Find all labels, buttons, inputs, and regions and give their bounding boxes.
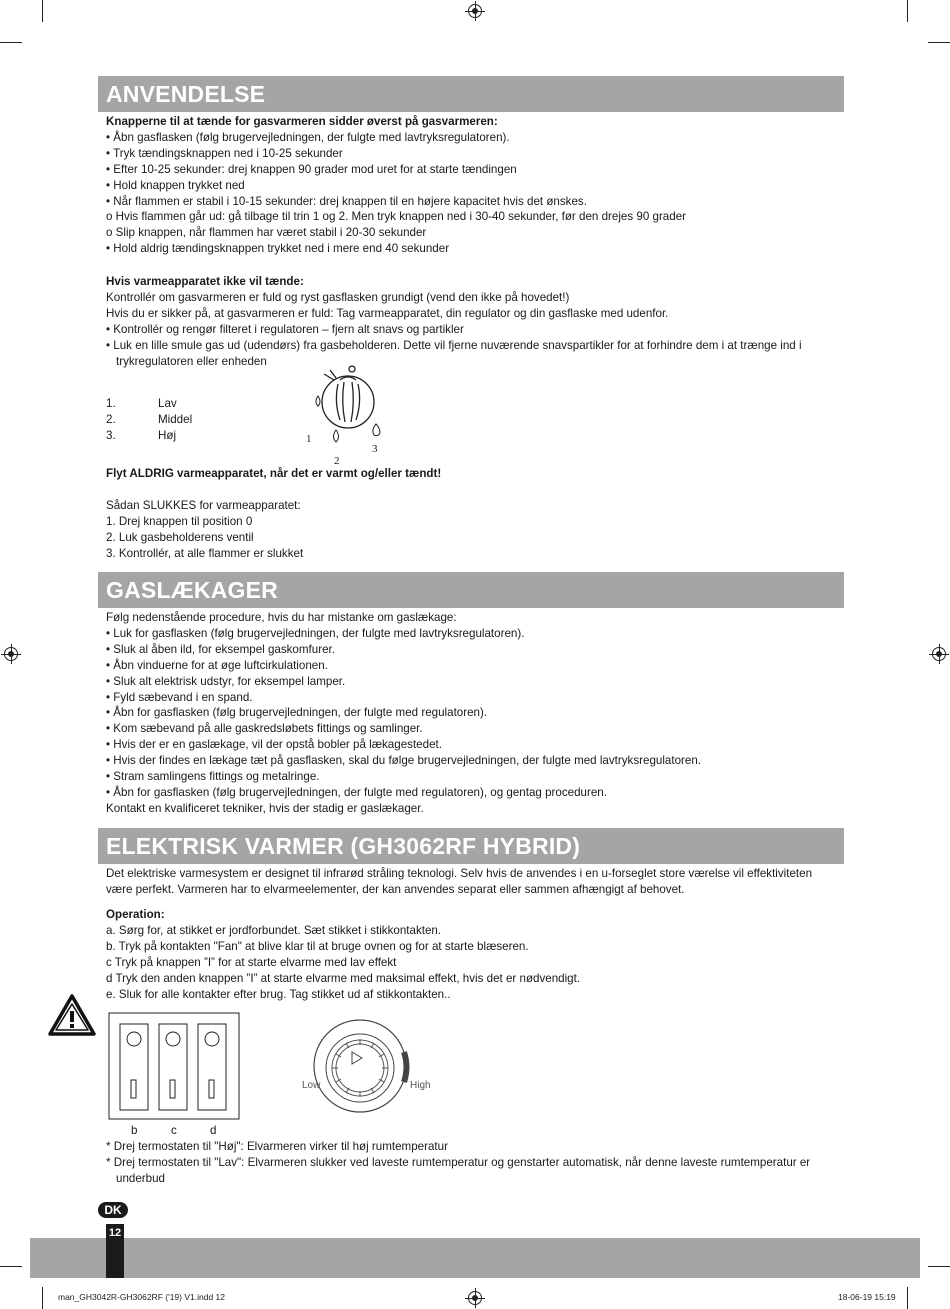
- thermostat-note: * Drej termostaten til "Høj": Elvarmeren virker til høj rumtemperatur: [106, 1140, 448, 1153]
- registration-mark-icon: [932, 647, 946, 661]
- crop-mark: [42, 1287, 43, 1309]
- leak-line: Kontakt en kvalificeret tekniker, hvis der stadig er gaslækager.: [106, 801, 424, 815]
- level-label: Høj: [158, 429, 177, 442]
- level-number: 2.: [106, 413, 116, 426]
- knob-label: 1: [306, 433, 312, 445]
- leak-line: • Fyld sæbevand i en spand.: [106, 690, 253, 704]
- print-slug-right: 18-06-19 15:19: [838, 1292, 896, 1302]
- crop-mark: [907, 0, 908, 22]
- operation-step: b. Tryk på kontakten "Fan" at blive klar til at bruge ovnen og for at starte blæseren.: [106, 939, 529, 953]
- leak-line: • Stram samlingens fittings og metalringe.: [106, 770, 320, 784]
- thermostat-dial-illustration: [296, 1012, 446, 1122]
- leak-line: • Sluk alt elektrisk udstyr, for eksempel lamper.: [106, 674, 346, 688]
- thermostat-notes: [106, 1139, 846, 1187]
- usage-line: • Hold knappen trykket ned: [106, 178, 245, 192]
- turn-off-heading: Sådan SLUKKES for varmeapparatet:: [106, 499, 301, 512]
- crop-mark: [0, 1266, 22, 1267]
- turn-off-step: 2. Luk gasbeholderens ventil: [106, 530, 254, 544]
- usage-line: • Når flammen er stabil i 10-15 sekunder: drej knappen til en højere kapacitet hvis det ønskes.: [106, 194, 587, 208]
- warning-triangle-icon: [48, 994, 96, 1036]
- usage-instructions: [106, 114, 846, 257]
- crop-mark: [42, 0, 43, 22]
- crop-mark: [907, 1287, 908, 1309]
- intro-line: være perfekt. Varmeren har to elvarmeelementer, der kan anvendes separat eller sammen afhængigt af behovet.: [106, 882, 685, 896]
- switch-panel-illustration: [108, 1012, 240, 1120]
- turn-off-step: 1. Drej knappen til position 0: [106, 514, 253, 528]
- switch-label: c: [171, 1124, 177, 1137]
- leak-line: Følg nedenstående procedure, hvis du har mistanke om gaslækage:: [106, 611, 457, 624]
- flame-icon: [373, 424, 380, 436]
- usage-line: • Åbn gasflasken (følg brugervejledningen, der fulgte med lavtryksregulatoren).: [106, 130, 510, 144]
- leak-line: • Hvis der findes en lækage tæt på gasflasken, skal du følge brugervejledningen, der fulgte med lavtryksregulatoren.: [106, 754, 702, 768]
- crop-mark: [928, 1266, 950, 1267]
- crop-mark: [0, 42, 22, 43]
- section-title-gaslaekager: GASLÆKAGER: [98, 572, 844, 608]
- leak-line: • Hvis der er en gaslækage, vil der opstå bobler på lækagestedet.: [106, 738, 442, 752]
- leak-line: • Åbn vinduerne for at øge luftcirkulationen.: [106, 658, 328, 672]
- leak-line: • Luk for gasflasken (følg brugervejledningen, der fulgte med lavtryksregulatoren).: [106, 626, 525, 640]
- knob-label: 3: [372, 443, 378, 455]
- usage-line: • Tryk tændingsknappen ned i 10-25 sekunder: [106, 146, 343, 160]
- page-number: 12: [106, 1224, 124, 1278]
- operation-heading: Operation:: [106, 908, 165, 921]
- leak-line: • Åbn for gasflasken (følg brugervejledningen, der fulgte med regulatoren).: [106, 706, 488, 720]
- registration-mark-icon: [4, 647, 18, 661]
- troubleshooting-heading: Hvis varmeapparatet ikke vil tænde:: [106, 275, 304, 288]
- level-label: Middel: [158, 413, 193, 426]
- section-title-elektrisk: ELEKTRISK VARMER (GH3062RF HYBRID): [98, 828, 844, 864]
- usage-subline: o Slip knappen, når flammen har været stabil i 20-30 sekunder: [106, 226, 427, 240]
- turn-off-instructions: [106, 498, 846, 562]
- leak-line: • Sluk al åben ild, for eksempel gaskomfurer.: [106, 642, 335, 656]
- print-slug-left: man_GH3042R-GH3062RF ('19) V1.indd 12: [58, 1292, 225, 1302]
- intro-line: Det elektriske varmesystem er designet til infrarød stråling teknologi. Selv hvis de anvendes i en u-forseglet store værelse vil effektiviteten: [106, 867, 813, 880]
- usage-subline: o Hvis flammen går ud: gå tilbage til trin 1 og 2. Men tryk knappen ned i 30-40 sekunder, før den drejes 90 grader: [106, 210, 687, 224]
- leak-line: • Kom sæbevand på alle gaskredsløbets fittings og samlinger.: [106, 722, 423, 736]
- troubleshooting-line: trykregulatoren eller enheden: [116, 354, 267, 368]
- flame-level-item: [106, 412, 192, 428]
- dial-low-label: Low: [302, 1080, 321, 1091]
- troubleshooting-line: • Kontrollér og rengør filteret i regulatoren – fjern alt snavs og partikler: [106, 322, 464, 336]
- level-number: 3.: [106, 429, 116, 442]
- operation-step: e. Sluk for alle kontakter efter brug. Tag stikket ud af stikkontakten..: [106, 987, 451, 1001]
- footer-bar: [30, 1238, 920, 1278]
- switch-label: b: [131, 1124, 138, 1137]
- usage-heading: Knapperne til at tænde for gasvarmeren sidder øverst på gasvarmeren:: [106, 115, 498, 128]
- level-number: 1.: [106, 397, 116, 410]
- thermostat-note: * Drej termostaten til "Lav": Elvarmeren slukker ved laveste rumtemperatur og genstarter automatisk, når denne laveste rumtemperatur er: [106, 1155, 811, 1169]
- troubleshooting-line: Hvis du er sikker på, at gasvarmeren er fuld: Tag varmeapparatet, din regulator og din gasflaske med udenfor.: [106, 306, 669, 320]
- registration-mark-icon: [468, 1291, 482, 1305]
- flame-icon: [316, 396, 320, 406]
- thermostat-note: underbud: [116, 1171, 165, 1185]
- language-badge: DK: [98, 1202, 128, 1218]
- switch-label: d: [210, 1124, 217, 1137]
- leak-line: • Åbn for gasflasken (følg brugervejledningen, der fulgte med regulatoren), og gentag proceduren.: [106, 785, 607, 799]
- operation-step: c Tryk på knappen ”I” for at starte elvarme med lav effekt: [106, 955, 397, 969]
- usage-line: • Hold aldrig tændingsknappen trykket ned i mere end 40 sekunder: [106, 242, 450, 256]
- operation-steps: [106, 907, 846, 1002]
- gas-knob-illustration: [300, 360, 390, 466]
- knob-label: 2: [334, 455, 340, 466]
- level-label: Lav: [158, 397, 177, 410]
- troubleshooting-line: Kontrollér om gasvarmeren er fuld og ryst gasflasken grundigt (vend den ikke på hovedet!): [106, 290, 570, 304]
- dial-high-label: High: [410, 1080, 431, 1091]
- flame-level-item: [106, 396, 192, 412]
- flame-icon: [334, 430, 339, 442]
- section-title-anvendelse: ANVENDELSE: [98, 76, 844, 112]
- troubleshooting-line: • Luk en lille smule gas ud (udendørs) fra gasbeholderen. Dette vil fjerne nuværende snavspartikler for at forhindre dem i at trænge ind i: [106, 338, 802, 352]
- troubleshooting: [106, 274, 846, 369]
- turn-off-step: 3. Kontrollér, at alle flammer er slukket: [106, 546, 304, 560]
- flame-level-item: [106, 428, 192, 444]
- warning-text: Flyt ALDRIG varmeapparatet, når det er varmt og/eller tændt!: [106, 467, 442, 480]
- gas-leak-procedure: [106, 610, 846, 817]
- operation-step: a. Sørg for, at stikket er jordforbundet. Sæt stikket i stikkontakten.: [106, 923, 442, 937]
- flame-level-list: [106, 396, 192, 444]
- crop-mark: [928, 42, 950, 43]
- electric-intro: [106, 866, 846, 898]
- registration-mark-icon: [468, 4, 482, 18]
- operation-step: d Tryk den anden knappen ”I” at starte elvarme med maksimal effekt, hvis det er nødvendigt.: [106, 971, 581, 985]
- usage-line: • Efter 10-25 sekunder: drej knappen 90 grader mod uret for at starte tændingen: [106, 162, 517, 176]
